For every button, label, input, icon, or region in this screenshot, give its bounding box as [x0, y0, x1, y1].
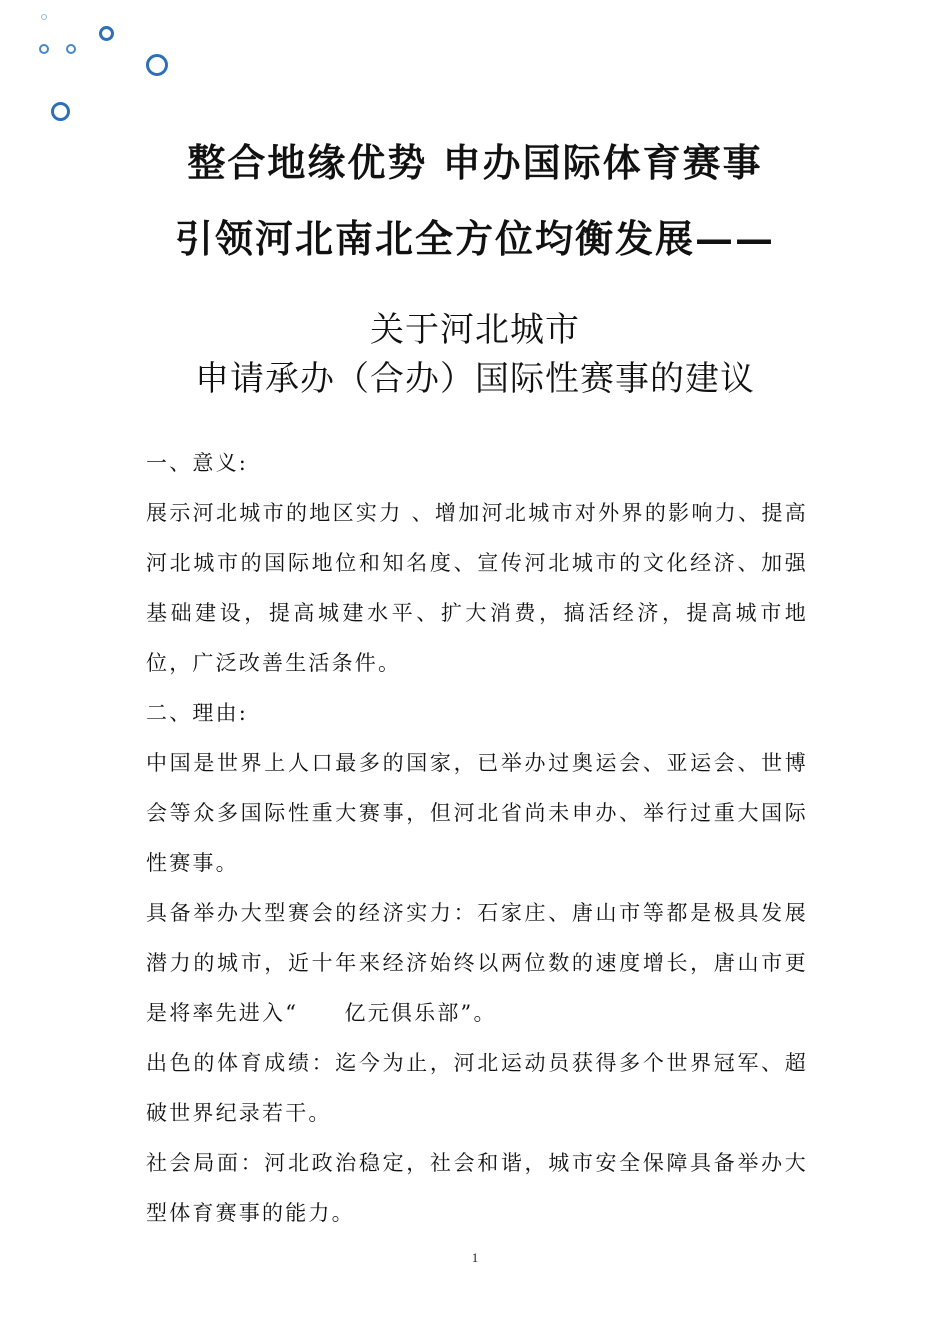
- subtitle-line-1: 关于河北城市: [370, 310, 580, 350]
- decorative-circle-icon: [66, 44, 76, 54]
- paragraph: 展示河北城市的地区实力 、增加河北城市对外界的影响力、提高河北城市的国际地位和知名度、宣传河北城市的文化经济、加强基础建设，提高城建水平、扩大消费，搞活经济，提高城市地位，广泛改善生活条件。: [146, 501, 808, 675]
- paragraph: 出色的体育成绩：迄今为止，河北运动员获得多个世界冠军、超破世界纪录若干。: [146, 1051, 808, 1125]
- decorative-circle-icon: [146, 54, 168, 76]
- title-line-2: 引领河北南北全方位均衡发展——: [174, 216, 775, 261]
- page-number: 1: [471, 1250, 479, 1265]
- section-heading-reasons: 二、理由:: [146, 701, 249, 725]
- title-line-1: 整合地缘优势 申办国际体育赛事: [187, 140, 763, 185]
- document-body: [146, 438, 808, 1238]
- paragraph: 社会局面：河北政治稳定，社会和谐，城市安全保障具备举办大型体育赛事的能力。: [146, 1151, 808, 1225]
- decorative-circle-icon: [51, 102, 70, 121]
- paragraph: 中国是世界上人口最多的国家，已举办过奥运会、亚运会、世博会等众多国际性重大赛事，但河北省尚未申办、举行过重大国际性赛事。: [146, 751, 808, 875]
- decorative-circle-icon: [41, 14, 47, 20]
- section-heading-significance: 一、意义:: [146, 451, 249, 475]
- decorative-circle-icon: [99, 26, 114, 41]
- paragraph: 具备举办大型赛会的经济实力：石家庄、唐山市等都是极具发展潜力的城市，近十年来经济始终以两位数的速度增长，唐山市更是将率先进入“ 亿元俱乐部”。: [146, 901, 808, 1025]
- subtitle-line-2: 申请承办（合办）国际性赛事的建议: [195, 359, 755, 399]
- decorative-circle-icon: [39, 44, 49, 54]
